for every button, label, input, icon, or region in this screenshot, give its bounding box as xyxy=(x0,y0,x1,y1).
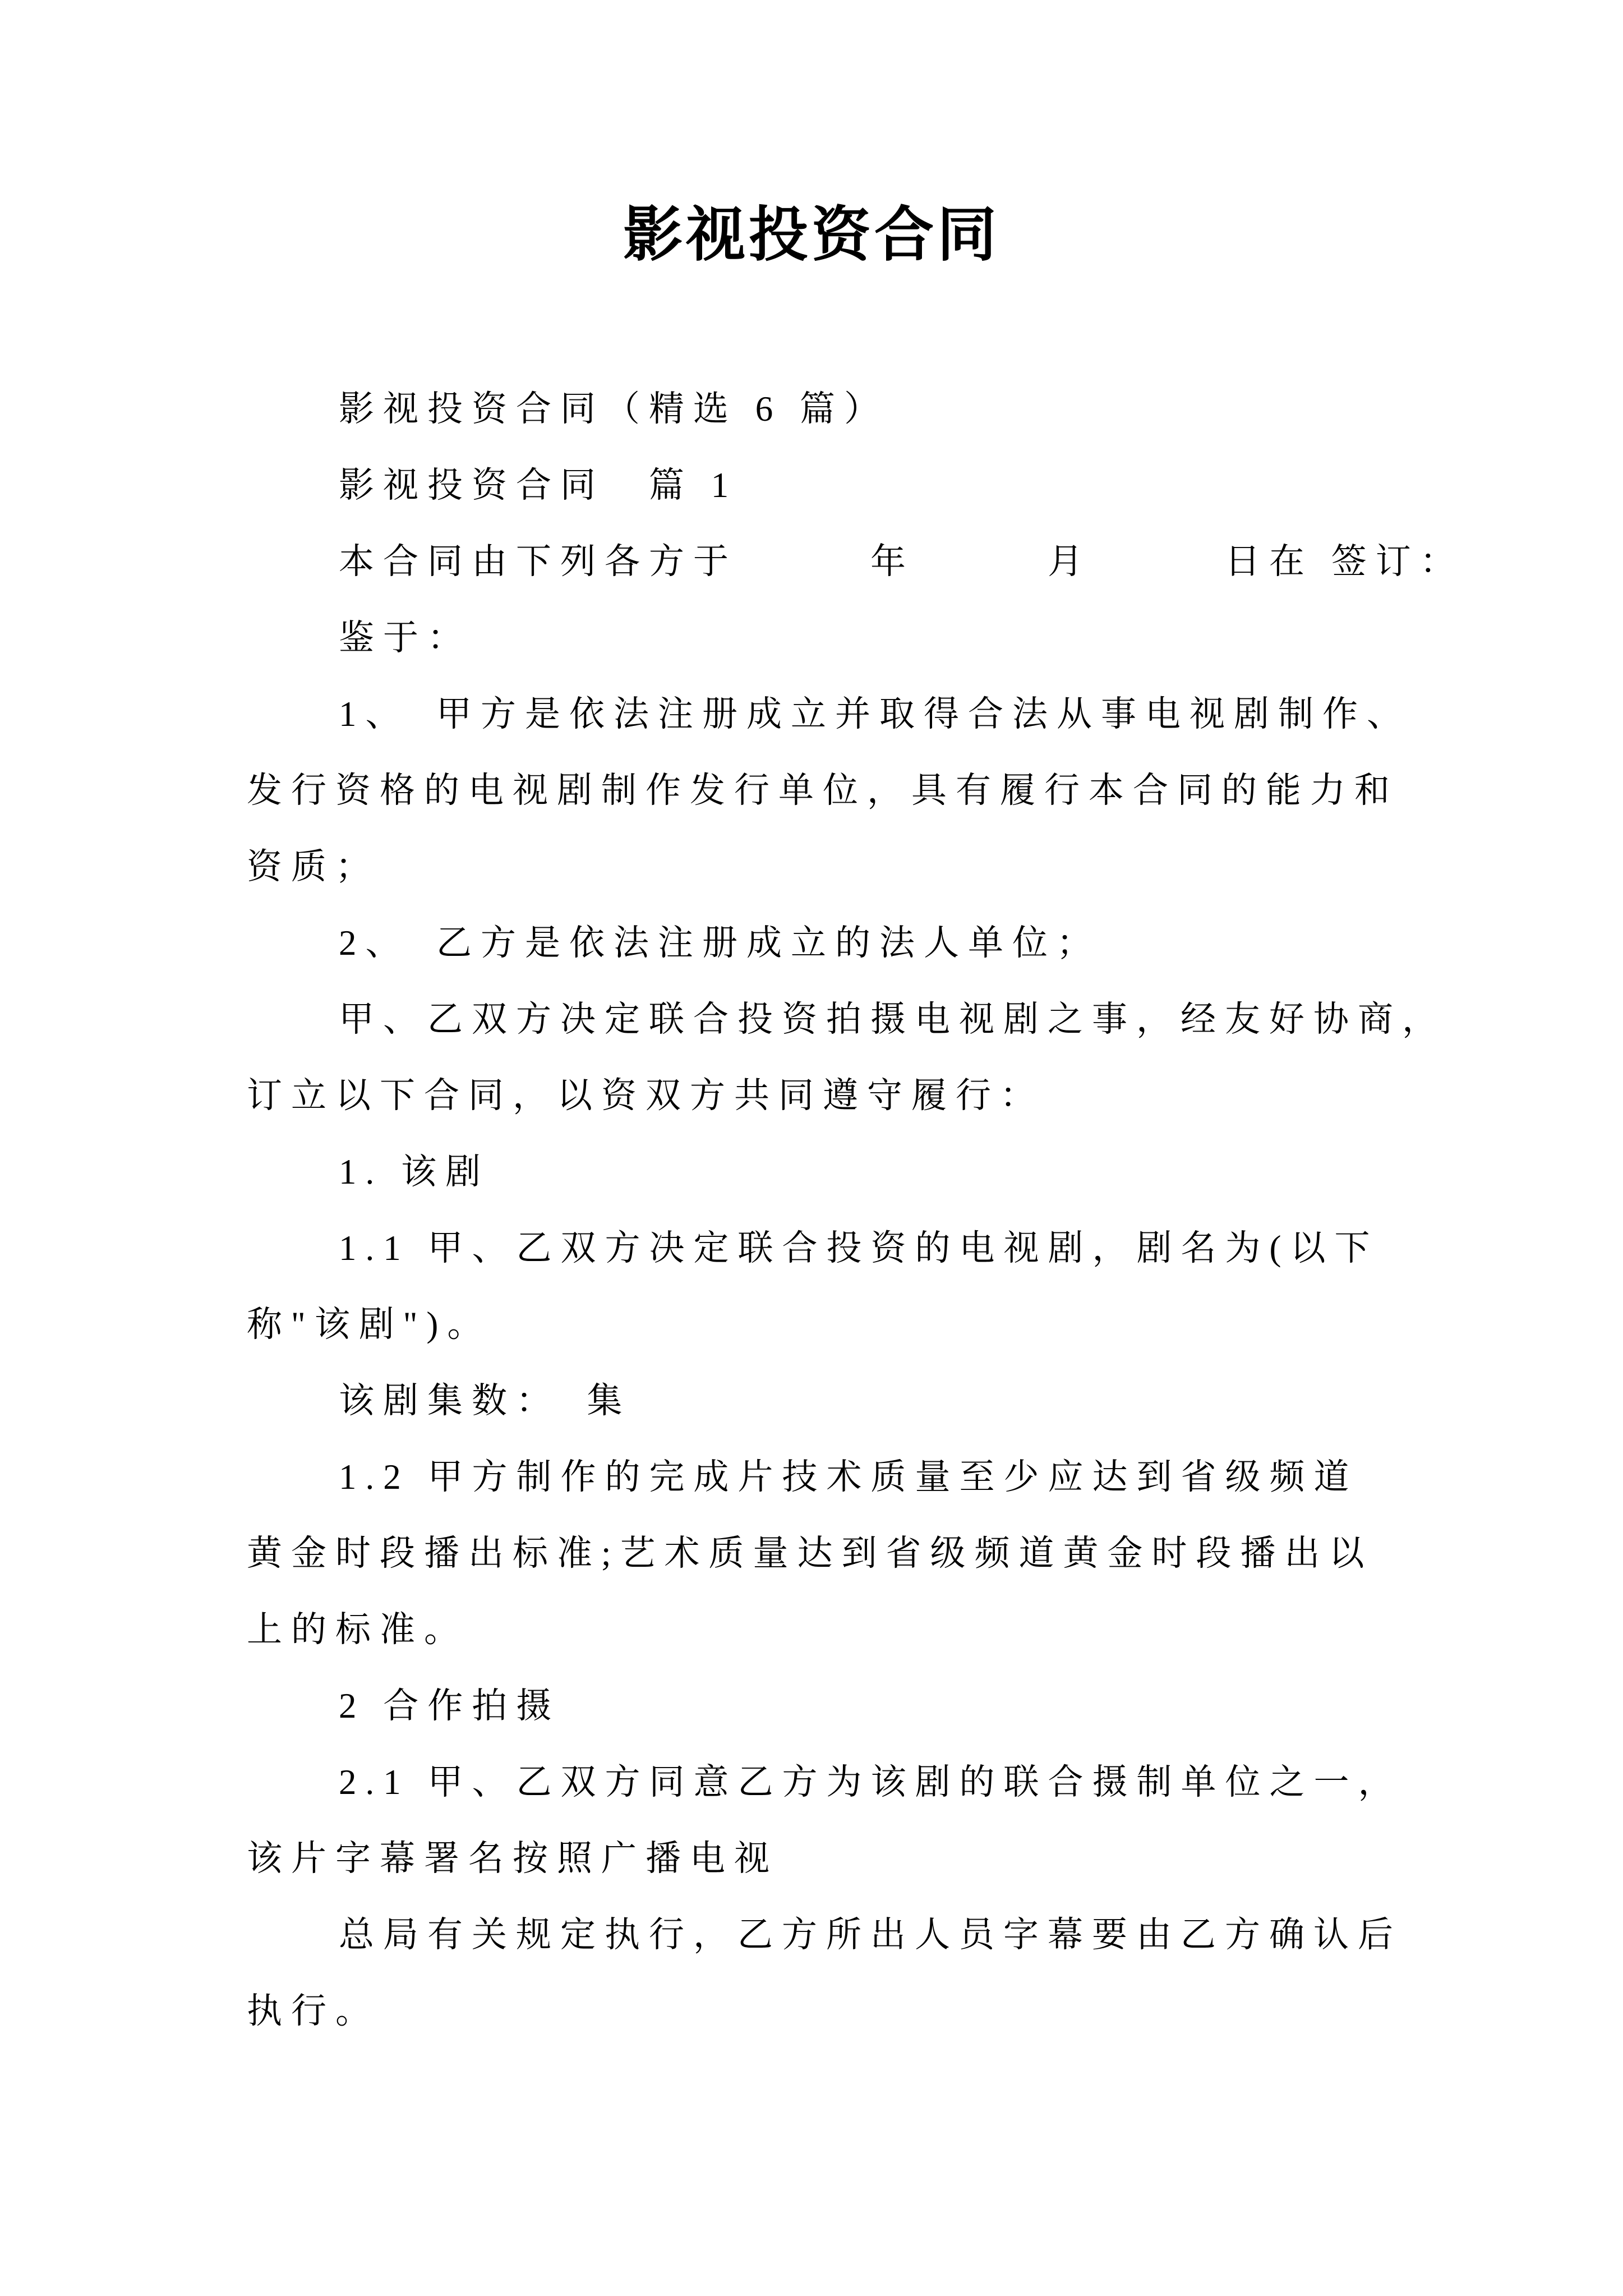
document-line: 执行。 xyxy=(247,1991,380,2031)
document-title: 影视投资合同 xyxy=(623,203,1000,268)
document-line: 2.1 甲、乙双方同意乙方为该剧的联合摄制单位之一， xyxy=(339,1763,1403,1802)
document-line: 订立以下合同，以资双方共同遵守履行： xyxy=(247,1076,1044,1115)
document-line: 2、 乙方是依法注册成立的法人单位； xyxy=(339,923,1101,963)
document-body xyxy=(0,371,1623,2049)
document-line: 称"该剧")。 xyxy=(247,1305,492,1344)
document-line: 1.1 甲、乙双方决定联合投资的电视剧，剧名为(以下 xyxy=(339,1228,1379,1268)
document-line: 黄金时段播出标准;艺术质量达到省级频道黄金时段播出以 xyxy=(247,1534,1373,1573)
document-line: 影视投资合同 篇 1 xyxy=(339,466,738,505)
document-line: 上的标准。 xyxy=(247,1610,468,1649)
document-line: 1. 该剧 xyxy=(339,1152,490,1191)
document-line: 该剧集数： 集 xyxy=(339,1381,631,1420)
document-line: 鉴于： xyxy=(339,618,472,657)
document-line: 本合同由下列各方于 年 月 日在 签订： xyxy=(339,542,1464,581)
document-line: 资质； xyxy=(247,847,380,886)
document-line: 总局有关规定执行，乙方所出人员字幕要由乙方确认后 xyxy=(339,1915,1402,1954)
document-line: 该片字幕署名按照广播电视 xyxy=(247,1839,778,1878)
document-line: 影视投资合同（精选 6 篇） xyxy=(339,389,888,429)
document-line: 发行资格的电视剧制作发行单位，具有履行本合同的能力和 xyxy=(247,771,1399,810)
document-line: 甲、乙双方决定联合投资拍摄电视剧之事，经友好协商， xyxy=(339,1000,1446,1039)
document-line: 2 合作拍摄 xyxy=(339,1686,561,1726)
document-line: 1、 甲方是依法注册成立并取得合法从事电视剧制作、 xyxy=(339,694,1411,734)
document-line: 1.2 甲方制作的完成片技术质量至少应达到省级频道 xyxy=(339,1457,1358,1497)
